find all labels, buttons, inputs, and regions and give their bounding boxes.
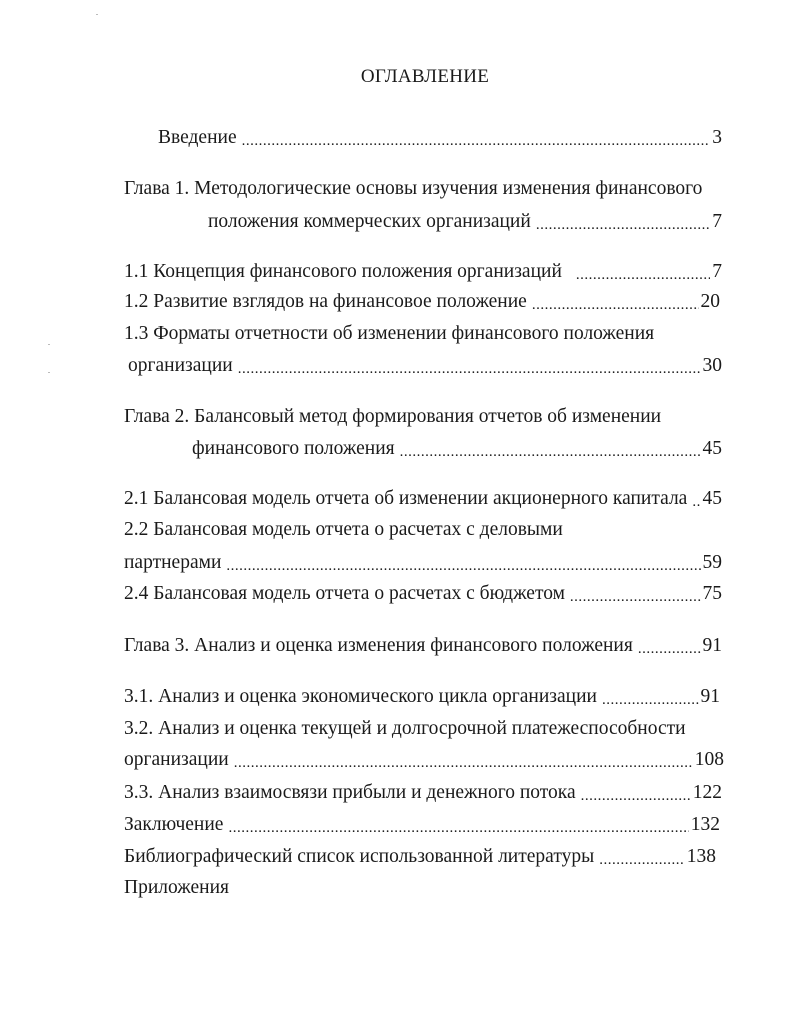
toc-entry-text: 2.4 Балансовая модель отчета о расчетах с бюджетом: [124, 583, 565, 604]
toc-entry-text: 1.1 Концепция финансового положения организаций: [124, 261, 562, 282]
toc-entry-text: 2.2 Балансовая модель отчета о расчетах с деловыми: [124, 519, 563, 540]
toc-chapter-1: [208, 210, 722, 234]
dot-leader: [536, 217, 710, 234]
dot-leader: [400, 444, 701, 461]
toc-section-2-2: [124, 551, 722, 575]
toc-page-number: 30: [702, 355, 722, 376]
toc-entry-text: Заключение: [124, 814, 224, 835]
toc-entry-text: Глава 3. Анализ и оценка изменения финансового положения: [124, 635, 633, 656]
toc-section-1-1: [124, 260, 722, 284]
dot-leader: [602, 692, 699, 709]
dot-leader: [234, 755, 693, 772]
scan-speck: [96, 14, 98, 15]
toc-entry-text: Приложения: [124, 877, 229, 898]
toc-entry-text: Библиографический список использованной литературы: [124, 846, 595, 867]
toc-conclusion: [124, 813, 720, 837]
toc-entry-text: 3.1. Анализ и оценка экономического цикла организации: [124, 686, 597, 707]
toc-entry-text: 3.3. Анализ взаимосвязи прибыли и денежного потока: [124, 782, 576, 803]
toc-entry-text: Введение: [158, 127, 237, 148]
toc-section-3-2-title: [124, 717, 686, 741]
toc-page-number: 91: [702, 635, 722, 656]
dot-leader: [570, 589, 701, 606]
toc-page-number: 7: [712, 211, 722, 232]
toc-section-1-3-title: [124, 322, 654, 346]
dot-leader: [226, 558, 700, 575]
toc-appendices: [124, 876, 229, 900]
dot-leader: [242, 133, 711, 150]
toc-entry-text: положения коммерческих организаций: [208, 211, 531, 232]
dot-leader: [581, 788, 691, 805]
toc-section-3-2: [124, 748, 724, 772]
toc-entry-text: партнерами: [124, 552, 222, 573]
dot-leader: [692, 494, 700, 511]
scan-speck: [48, 372, 50, 373]
toc-entry-text: Глава 2. Балансовый метод формирования отчетов об изменении: [124, 406, 662, 427]
toc-bibliography: [124, 845, 716, 869]
toc-entry-text: финансового положения: [192, 438, 395, 459]
dot-leader: [238, 361, 701, 378]
toc-section-3-3: [124, 781, 722, 805]
toc-entry-intro: [158, 126, 722, 150]
toc-entry-text: 1.2 Развитие взглядов на финансовое положение: [124, 291, 527, 312]
toc-section-2-4: [124, 582, 722, 606]
scan-speck: [48, 344, 50, 345]
toc-entry-text: организации: [124, 749, 229, 770]
dot-leader: [638, 641, 701, 658]
toc-page-number: 91: [700, 686, 720, 707]
toc-chapter-1-title: [124, 177, 702, 201]
dot-leader: [599, 852, 685, 869]
toc-page-number: 20: [700, 291, 720, 312]
toc-section-1-2: [124, 290, 720, 314]
toc-section-1-3: [128, 354, 722, 378]
toc-page-number: 45: [702, 438, 722, 459]
toc-page-number: 138: [686, 846, 716, 867]
toc-entry-text: 2.1 Балансовая модель отчета об изменении акционерного капитала: [124, 488, 688, 509]
toc-entry-text: организации: [128, 355, 233, 376]
toc-chapter-2-title: [124, 405, 661, 429]
toc-page-number: 75: [702, 583, 722, 604]
dot-leader: [576, 267, 710, 284]
toc-page-number: 45: [702, 488, 722, 509]
toc-chapter-2: [192, 437, 722, 461]
toc-page-number: 122: [692, 782, 722, 803]
toc-entry-text: 3.2. Анализ и оценка текущей и долгосрочной платежеспособности: [124, 718, 686, 739]
toc-page-number: 132: [690, 814, 720, 835]
dot-leader: [228, 820, 688, 837]
toc-section-2-2-title: [124, 518, 563, 542]
toc-section-2-1: [124, 487, 722, 511]
toc-page-number: 59: [702, 552, 722, 573]
toc-chapter-3: [124, 634, 722, 658]
toc-entry-text: Глава 1. Методологические основы изучения изменения финансового: [124, 178, 703, 199]
dot-leader: [532, 297, 699, 314]
toc-section-3-1: [124, 685, 720, 709]
toc-entry-text: 1.3 Форматы отчетности об изменении финансового положения: [124, 323, 655, 344]
page-title: ОГЛАВЛЕНИЕ: [360, 66, 490, 87]
toc-page-number: 108: [694, 749, 724, 770]
toc-page-number: 7: [712, 261, 722, 282]
toc-page-number: 3: [712, 127, 722, 148]
